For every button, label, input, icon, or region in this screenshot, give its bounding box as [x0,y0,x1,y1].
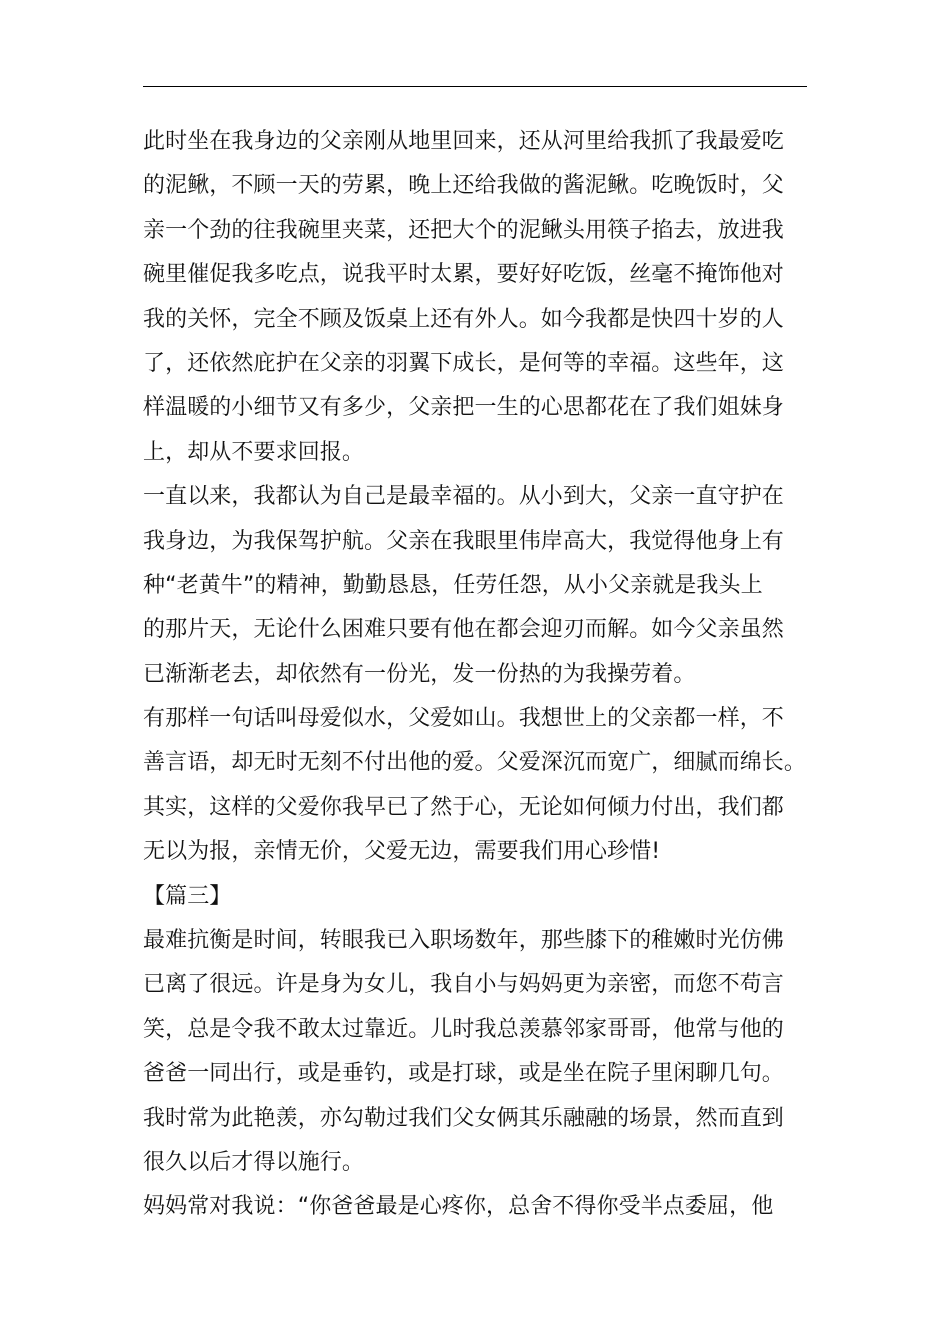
text-line: 已离了很远。许是身为女儿，我自小与妈妈更为亲密，而您不苟言 [143,972,784,998]
text-line: 上，却从不要求回报。 [143,439,365,465]
text-line: 妈妈常对我说：“你爸爸最是心疼你，总舍不得你受半点委屈，他 [143,1194,774,1220]
text-line: 了，还依然庇护在父亲的羽翼下成长，是何等的幸福。这些年，这 [143,350,784,376]
text-line: 我的关怀，完全不顾及饭桌上还有外人。如今我都是快四十岁的人 [143,306,784,332]
text-line: 其实，这样的父爱你我早已了然于心，无论如何倾力付出，我们都 [143,794,784,820]
text-line: 亲一个劲的往我碗里夹菜，还把大个的泥鳅头用筷子掐去，放进我 [143,217,784,243]
text-line: 已渐渐老去，却依然有一份光，发一份热的为我操劳着。 [143,661,696,687]
text-line: 碗里催促我多吃点，说我平时太累，要好好吃饭，丝毫不掩饰他对 [143,262,784,288]
text-line: 我时常为此艳羡，亦勾勒过我们父女俩其乐融融的场景，然而直到 [143,1105,784,1131]
text-line: 最难抗衡是时间，转眼我已入职场数年，那些膝下的稚嫩时光仿佛 [143,928,784,954]
section-heading: 【篇三】 [143,883,232,909]
text-line: 无以为报，亲情无价，父爱无边，需要我们用心珍惜! [143,839,661,865]
text-line: 笑，总是令我不敢太过靠近。儿时我总羡慕邻家哥哥，他常与他的 [143,1016,784,1042]
text-line: 善言语，却无时无刻不付出他的爱。父爱深沉而宽广，细腻而绵长。 [143,750,807,776]
text-line: 种“老黄牛”的精神，勤勤恳恳，任劳任怨，从小父亲就是我头上 [143,572,763,598]
text-line: 的泥鳅，不顾一天的劳累，晚上还给我做的酱泥鳅。吃晚饭时，父 [143,173,784,199]
text-line: 我身边，为我保驾护航。父亲在我眼里伟岸高大，我觉得他身上有 [143,528,784,554]
text-line: 的那片天，无论什么困难只要有他在都会迎刃而解。如今父亲虽然 [143,617,784,643]
text-line: 有那样一句话叫母爱似水，父爱如山。我想世上的父亲都一样，不 [143,706,784,732]
text-line: 爸爸一同出行，或是垂钓，或是打球，或是坐在院子里闲聊几句。 [143,1061,784,1087]
text-line: 很久以后才得以施行。 [143,1149,365,1175]
text-line: 此时坐在我身边的父亲刚从地里回来，还从河里给我抓了我最爱吃 [143,129,784,154]
text-line: 样温暖的小细节又有多少，父亲把一生的心思都花在了我们姐妹身 [143,395,784,421]
document-body [143,120,811,1230]
header-rule [143,86,807,87]
text-line: 一直以来，我都认为自己是最幸福的。从小到大，父亲一直守护在 [143,484,784,510]
